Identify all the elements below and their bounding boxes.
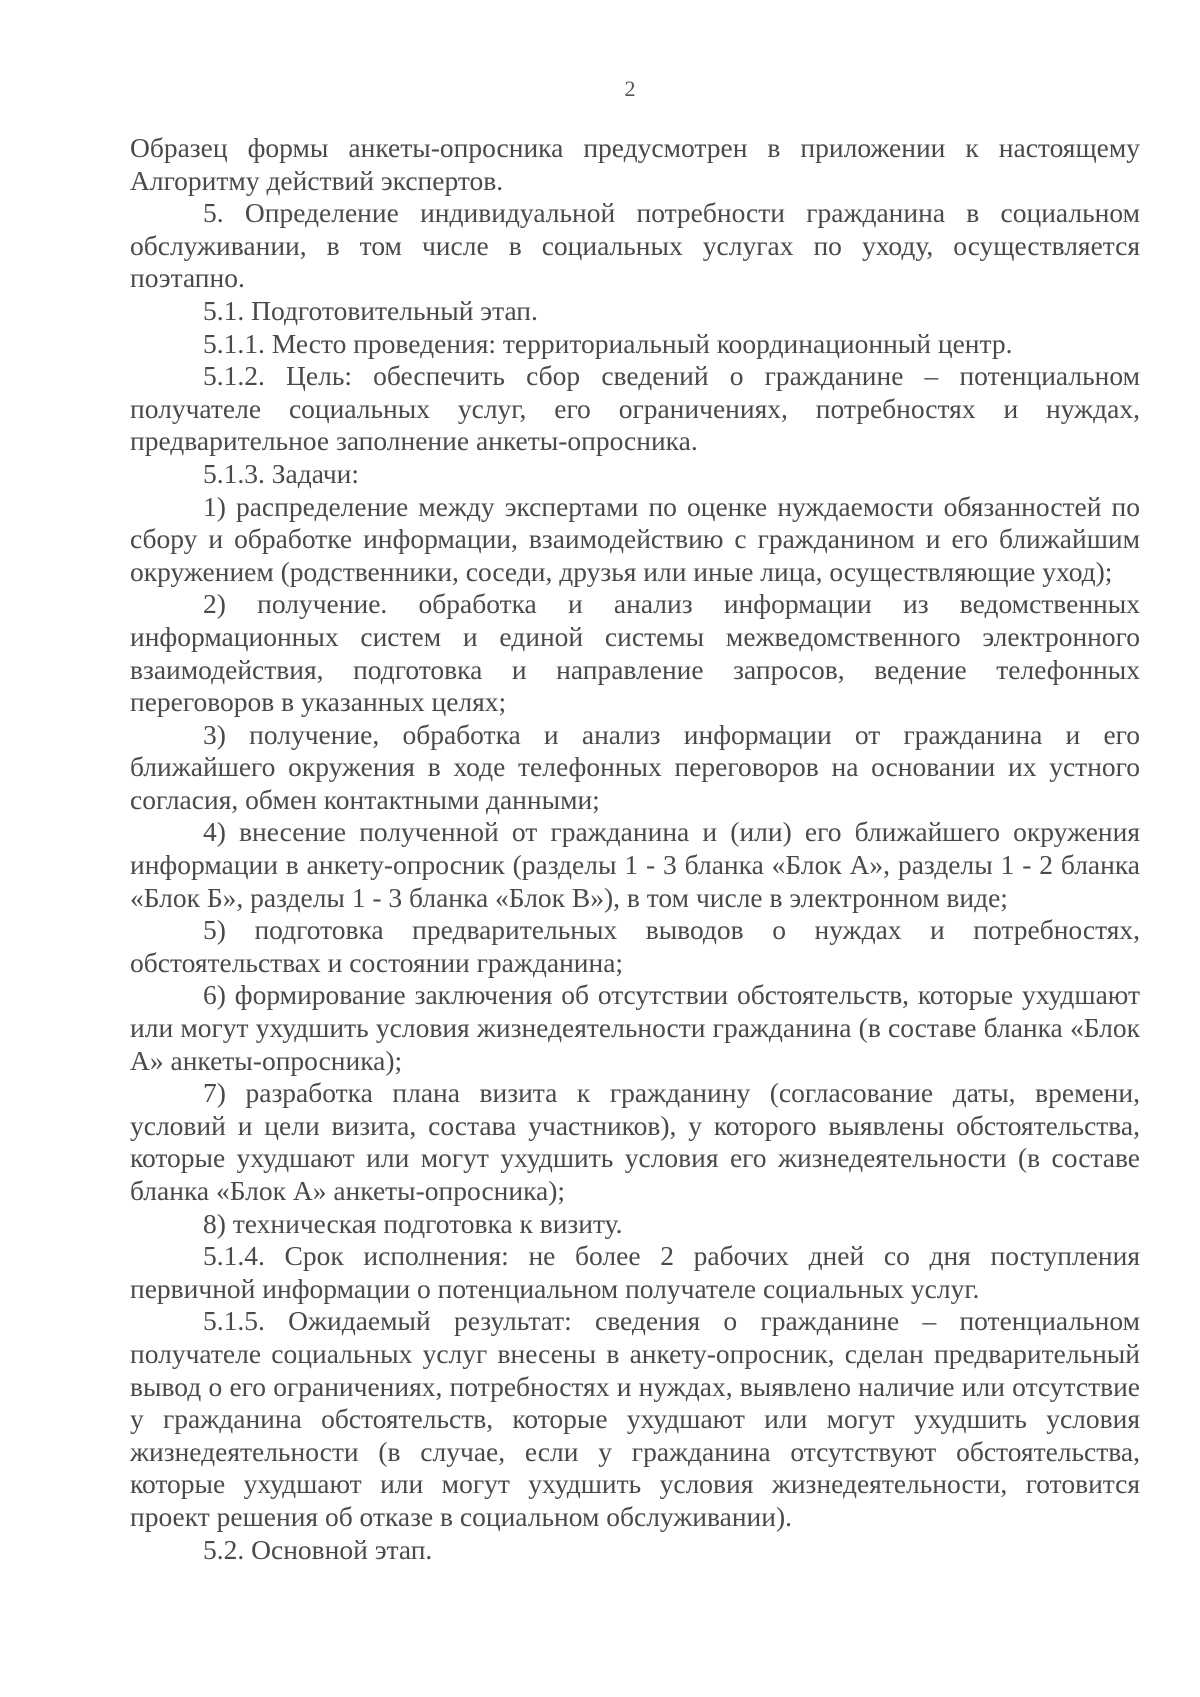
paragraph-5-1-2: 5.1.2. Цель: обеспечить сбор сведений о гражданине – потенциальном получателе социальных услуг, его ограничениях, потребностях и нуждах, предварительное заполнение анкеты-опросника. — [130, 360, 1140, 457]
paragraph-5-1-5: 5.1.5. Ожидаемый результат: сведения о гражданине – потенциальном получателе социальных услуг внесены в анкету-опросник, сделан предварительный вывод о его ограничениях, потребностях и нуждах, выявлено наличие или отсутствие у гражданина обстоятельств, которые ухудшают или могут ухудшить условия жизнедеятельности (в случае, если у гражданина отсутствуют обстоятельства, которые ухудшают или могут ухудшить условия жизнедеятельности, готовится проект решения об отказе в социальном обслуживании). — [130, 1305, 1140, 1532]
paragraph-5: 5. Определение индивидуальной потребности гражданина в социальном обслуживании, в том числе в социальных услугах по уходу, осуществляется поэтапно. — [130, 197, 1140, 294]
paragraph-5-2: 5.2. Основной этап. — [203, 1533, 433, 1565]
paragraph-5-1-3: 5.1.3. Задачи: — [203, 457, 360, 489]
paragraph-5-1-4: 5.1.4. Срок исполнения: не более 2 рабочих дней со дня поступления первичной информации о потенциальном получателе социальных услуг. — [130, 1240, 1140, 1304]
paragraph-form-sample: Образец формы анкеты-опросника предусмотрен в приложении к настоящему Алгоритму действий экспертов. — [130, 132, 1140, 196]
document-body — [130, 132, 1140, 1566]
task-item-1: 1) распределение между экспертами по оценке нуждаемости обязанностей по сбору и обработке информации, взаимодействию с гражданином и его ближайшим окружением (родственники, соседи, друзья или иные лица, осуществляющие уход); — [130, 490, 1140, 587]
page-number: 2 — [624, 76, 636, 101]
task-item-6: 6) формирование заключения об отсутствии обстоятельств, которые ухудшают или могут ухудшить условия жизнедеятельности гражданина (в составе бланка «Блок А» анкеты-опросника); — [130, 979, 1140, 1076]
paragraph-5-1: 5.1. Подготовительный этап. — [203, 294, 538, 326]
task-item-7: 7) разработка плана визита к гражданину (согласование даты, времени, условий и цели визита, состава участников), у которого выявлены обстоятельства, которые ухудшают или могут ухудшить условия его жизнедеятельности (в составе бланка «Блок А» анкеты-опросника); — [130, 1077, 1140, 1206]
task-item-4: 4) внесение полученной от гражданина и (или) его ближайшего окружения информации в анкету-опросник (разделы 1 - 3 бланка «Блок А», разделы 1 - 2 бланка «Блок Б», разделы 1 - 3 бланка «Блок В»), в том числе в электронном виде; — [130, 816, 1140, 913]
task-item-2: 2) получение. обработка и анализ информации из ведомственных информационных систем и единой системы межведомственного электронного взаимодействия, подготовка и направление запросов, ведение телефонных переговоров в указанных целях; — [130, 588, 1140, 718]
task-item-8: 8) техническая подготовка к визиту. — [203, 1207, 623, 1239]
task-item-3: 3) получение, обработка и анализ информации от гражданина и его ближайшего окружения в ходе телефонных переговоров на основании их устного согласия, обмен контактными данными; — [130, 718, 1140, 815]
paragraph-5-1-1: 5.1.1. Место проведения: территориальный координационный центр. — [203, 327, 1013, 359]
task-item-5: 5) подготовка предварительных выводов о нуждах и потребностях, обстоятельствах и состоянии гражданина; — [130, 914, 1140, 978]
